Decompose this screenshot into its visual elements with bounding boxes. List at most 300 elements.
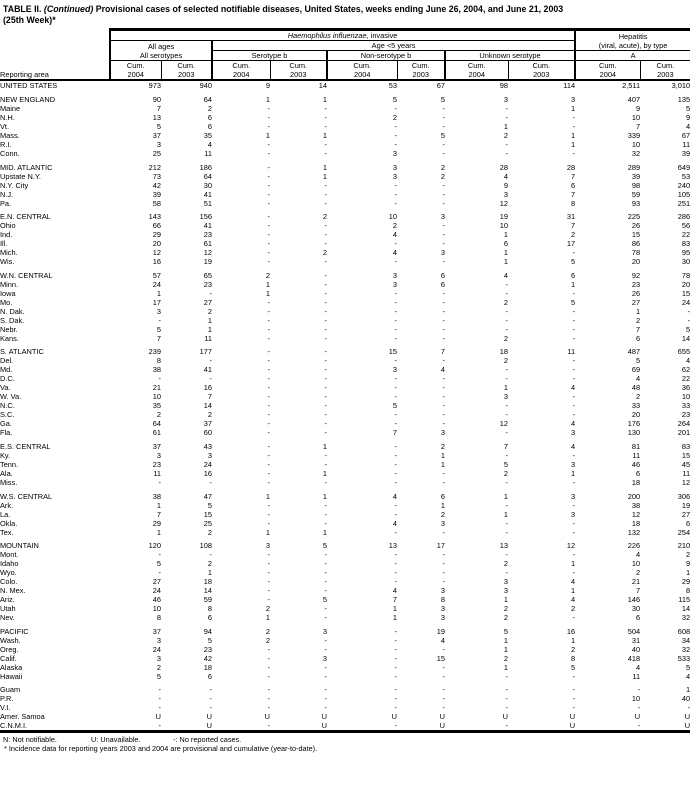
cum-label: Cum.: [177, 61, 196, 70]
value-cell: -: [158, 568, 161, 578]
value-cell: 5: [207, 500, 212, 510]
value-cell: 2: [570, 230, 576, 240]
year-label: 2003: [412, 70, 429, 80]
value-cell: -: [637, 703, 641, 713]
value-cell: -: [209, 374, 212, 384]
table-row: [0, 289, 690, 298]
col-header-cum-2004-8: [575, 61, 640, 81]
year-label: 2004: [354, 70, 371, 80]
value-cell: -: [687, 703, 690, 713]
value-cell: 30: [631, 604, 641, 614]
value-cell: 2: [207, 306, 212, 316]
value-cell: 3: [570, 459, 576, 469]
table-row: [0, 131, 690, 140]
value-cell: -: [267, 374, 270, 384]
area-cell: W.S. CENTRAL: [0, 491, 53, 501]
value-cell: -: [572, 333, 576, 343]
value-cell: -: [267, 468, 270, 478]
value-cell: 3: [570, 509, 576, 519]
table-row: [0, 410, 690, 419]
value-cell: -: [572, 703, 576, 713]
value-cell: 5: [503, 626, 508, 636]
value-cell: 10: [681, 392, 690, 402]
value-cell: -: [505, 401, 508, 411]
value-cell: -: [212, 721, 270, 732]
subgroup-serotype-b: Serotype b: [212, 51, 327, 61]
value-cell: -: [267, 550, 270, 560]
value-cell: 1: [265, 131, 270, 140]
value-cell: -: [110, 721, 161, 732]
value-cell: 5: [685, 324, 690, 334]
value-cell: 98: [631, 180, 641, 190]
value-cell: 1: [570, 586, 576, 596]
value-cell: -: [267, 450, 270, 460]
value-cell: 1: [685, 568, 690, 578]
value-cell: 3: [392, 162, 397, 172]
value-cell: 11: [632, 450, 641, 460]
all-serotypes-label: All serotypes: [139, 50, 183, 60]
area-cell: Wis.: [0, 257, 15, 267]
value-cell: 12: [499, 419, 508, 429]
value-cell: -: [442, 180, 445, 190]
value-cell: 17: [436, 541, 445, 551]
value-cell: -: [442, 230, 445, 240]
value-cell: 11: [682, 468, 690, 478]
value-cell: -: [442, 324, 445, 334]
value-cell: -: [572, 568, 576, 578]
value-cell: 3: [503, 586, 508, 596]
area-cell: Minn.: [0, 279, 19, 289]
value-cell: 64: [152, 419, 161, 429]
value-cell: 3: [440, 604, 445, 614]
value-cell: 3: [503, 392, 508, 402]
value-cell: 2: [503, 604, 508, 614]
value-cell: -: [394, 550, 397, 560]
value-cell: 41: [203, 365, 212, 375]
value-cell: 6: [685, 518, 690, 528]
value-cell: 306: [677, 491, 690, 501]
value-cell: 3: [570, 428, 576, 438]
cum-label: Cum.: [126, 61, 145, 70]
value-cell: 3: [156, 140, 161, 149]
area-cell: Upstate N.Y.: [0, 171, 41, 181]
value-cell: -: [442, 419, 445, 429]
value-cell: -: [442, 198, 445, 208]
value-cell: -: [324, 315, 327, 325]
value-cell: U: [634, 712, 641, 722]
value-cell: 2: [503, 468, 508, 478]
value-cell: -: [267, 383, 270, 393]
area-cell: S.C.: [0, 410, 15, 420]
value-cell: 23: [681, 410, 690, 420]
value-cell: -: [572, 500, 576, 510]
value-cell: -: [442, 468, 445, 478]
value-cell: 4: [440, 635, 445, 645]
year-label: 2004: [233, 70, 250, 80]
value-cell: 3: [440, 518, 445, 528]
col-header-cum-2003-5: [397, 61, 445, 81]
subgroup-type-a: A: [575, 51, 690, 61]
value-cell: 22: [681, 374, 690, 384]
value-cell: 504: [627, 626, 641, 636]
table-row: [0, 140, 690, 149]
value-cell: -: [324, 104, 327, 113]
value-cell: 407: [627, 95, 641, 104]
table-row: [0, 672, 690, 681]
value-cell: -: [445, 721, 508, 732]
value-cell: 1: [322, 527, 327, 537]
value-cell: -: [442, 140, 445, 149]
value-cell: -: [505, 279, 508, 289]
area-cell: Utah: [0, 604, 16, 614]
value-cell: 24: [152, 644, 161, 654]
value-cell: -: [442, 685, 445, 695]
table-row: [0, 519, 690, 528]
table-row: [0, 627, 690, 636]
value-cell: -: [324, 383, 327, 393]
value-cell: 1: [503, 509, 508, 519]
value-cell: -: [324, 288, 327, 298]
value-cell: 15: [631, 230, 641, 240]
value-cell: 67: [681, 131, 690, 140]
value-cell: 2: [207, 410, 212, 420]
value-cell: -: [267, 586, 270, 596]
value-cell: -: [394, 626, 397, 636]
value-cell: 177: [199, 347, 212, 357]
value-cell: 8: [156, 613, 161, 623]
value-cell: -: [267, 644, 270, 654]
value-cell: 95: [681, 248, 690, 258]
value-cell: 3: [392, 365, 397, 375]
area-cell: Mich.: [0, 248, 18, 258]
value-cell: 56: [681, 221, 690, 231]
table-row: [0, 636, 690, 645]
value-cell: 1: [207, 315, 212, 325]
table-row: [0, 298, 690, 307]
value-cell: 14: [681, 604, 690, 614]
value-cell: -: [324, 703, 327, 713]
value-cell: -: [324, 550, 327, 560]
value-cell: 4: [570, 383, 576, 393]
value-cell: -: [394, 198, 397, 208]
value-cell: -: [324, 122, 327, 131]
value-cell: 4: [392, 586, 397, 596]
value-cell: -: [394, 374, 397, 384]
value-cell: 226: [627, 541, 641, 551]
area-cell: Maine: [0, 104, 21, 113]
value-cell: 3: [156, 306, 161, 316]
value-cell: 1: [322, 95, 327, 104]
table-row: [0, 122, 690, 131]
value-cell: -: [267, 459, 270, 469]
value-cell: 14: [203, 586, 212, 596]
value-cell: 289: [627, 162, 641, 172]
footnote-legend: [3, 735, 690, 744]
year-label: 2003: [657, 70, 674, 80]
value-cell: -: [267, 149, 270, 158]
value-cell: 1: [265, 613, 270, 623]
value-cell: 51: [203, 198, 212, 208]
value-cell: 83: [681, 239, 690, 249]
value-cell: -: [327, 721, 397, 732]
col-header-cum-2003-1: [161, 61, 212, 81]
value-cell: 29: [152, 518, 161, 528]
value-cell: -: [442, 257, 445, 267]
value-cell: -: [442, 383, 445, 393]
value-cell: 8: [570, 653, 576, 663]
value-cell: -: [324, 180, 327, 190]
area-cell: Vt.: [0, 122, 10, 131]
value-cell: 4: [503, 270, 508, 280]
value-cell: 1: [322, 162, 327, 172]
value-cell: 5: [392, 401, 397, 411]
value-cell: -: [158, 374, 161, 384]
value-cell: -: [394, 568, 397, 578]
value-cell: 1: [440, 500, 445, 510]
value-cell: -: [394, 653, 397, 663]
value-cell: 19: [203, 257, 212, 267]
value-cell: -: [267, 671, 270, 681]
value-cell: -: [394, 419, 397, 429]
area-cell: Kans.: [0, 333, 19, 343]
value-cell: -: [505, 477, 508, 487]
area-cell: V.I.: [0, 703, 11, 713]
value-cell: -: [324, 356, 327, 366]
footnote-incidence: * Incidence data for reporting years 2003 and 2004 are provisional and cumulative (year-to-date).: [4, 744, 318, 754]
table-row: [0, 442, 690, 451]
area-cell: S. ATLANTIC: [0, 347, 44, 357]
value-cell: 40: [681, 694, 690, 704]
value-cell: 6: [635, 613, 641, 623]
value-cell: -: [324, 459, 327, 469]
value-cell: 3: [322, 653, 327, 663]
value-cell: 17: [152, 297, 161, 307]
value-cell: 23: [152, 459, 161, 469]
value-cell: 13: [388, 541, 397, 551]
value-cell: 251: [677, 198, 690, 208]
value-cell: 3: [392, 171, 397, 181]
value-cell: -: [324, 671, 327, 681]
value-cell: 2: [265, 270, 270, 280]
value-cell: 61: [203, 239, 212, 249]
value-cell: U: [161, 721, 212, 732]
value-cell: -: [572, 518, 576, 528]
group-header-hepatitis: [575, 30, 690, 51]
value-cell: 3: [570, 491, 576, 501]
value-cell: 7: [635, 586, 641, 596]
area-cell: D.C.: [0, 374, 15, 384]
value-cell: 47: [203, 491, 212, 501]
value-cell: U: [270, 721, 327, 732]
title-prefix: TABLE II.: [3, 4, 42, 14]
table-row: [0, 104, 690, 113]
value-cell: 10: [499, 221, 508, 231]
value-cell: 34: [681, 635, 690, 645]
value-cell: -: [572, 613, 576, 623]
value-cell: 1: [392, 613, 397, 623]
value-cell: -: [267, 140, 270, 149]
table-row: [0, 577, 690, 586]
table-row: [0, 721, 690, 732]
value-cell: 2: [322, 212, 327, 222]
value-cell: 1: [322, 441, 327, 451]
value-cell: -: [442, 577, 445, 587]
area-cell: Mass.: [0, 131, 20, 140]
value-cell: -: [572, 374, 576, 384]
value-cell: 11: [632, 671, 641, 681]
value-cell: -: [394, 122, 397, 131]
value-cell: 19: [499, 212, 508, 222]
value-cell: -: [324, 401, 327, 411]
value-cell: -: [442, 644, 445, 654]
value-cell: -: [394, 477, 397, 487]
value-cell: -: [324, 586, 327, 596]
value-cell: -: [394, 410, 397, 420]
value-cell: 1: [503, 383, 508, 393]
table-row: [0, 528, 690, 537]
value-cell: 135: [677, 95, 690, 104]
area-cell: N.C.: [0, 401, 15, 411]
year-label: 2003: [178, 70, 195, 80]
footnote-unavailable: U: Unavailable.: [91, 735, 141, 745]
value-cell: 655: [677, 347, 690, 357]
value-cell: 24: [152, 279, 161, 289]
value-cell: 26: [631, 288, 641, 298]
value-cell: 3: [265, 541, 270, 551]
value-cell: 6: [207, 122, 212, 131]
value-cell: -: [267, 410, 270, 420]
value-cell: -: [267, 315, 270, 325]
value-cell: -: [505, 550, 508, 560]
area-cell: W.N. CENTRAL: [0, 270, 53, 280]
value-cell: -: [267, 306, 270, 316]
value-cell: 48: [631, 383, 641, 393]
value-cell: 2,511: [622, 81, 641, 91]
value-cell: -: [267, 248, 270, 258]
value-cell: 2: [503, 131, 508, 140]
table-row: [0, 365, 690, 374]
value-cell: -: [442, 149, 445, 158]
value-cell: 1: [503, 491, 508, 501]
reporting-area-header: Reporting area: [0, 30, 110, 81]
value-cell: 18: [203, 577, 212, 587]
value-cell: -: [267, 239, 270, 249]
value-cell: 8: [156, 356, 161, 366]
value-cell: -: [442, 374, 445, 384]
cum-label: Cum.: [289, 61, 308, 70]
value-cell: 27: [203, 297, 212, 307]
area-cell: W. Va.: [0, 392, 22, 402]
value-cell: -: [505, 685, 508, 695]
haemophilus-italic: Haemophilus influenzae: [287, 31, 367, 40]
value-cell: 649: [677, 162, 690, 172]
value-cell: 15: [203, 509, 212, 519]
value-cell: 6: [570, 180, 576, 190]
value-cell: -: [324, 306, 327, 316]
value-cell: -: [267, 365, 270, 375]
value-cell: 2: [207, 527, 212, 537]
table-row: [0, 595, 690, 604]
value-cell: 2: [503, 297, 508, 307]
value-cell: -: [267, 428, 270, 438]
value-cell: 90: [152, 95, 161, 104]
area-cell: Miss.: [0, 477, 18, 487]
table-row: [0, 383, 690, 392]
value-cell: -: [442, 559, 445, 569]
value-cell: -: [394, 527, 397, 537]
value-cell: 6: [635, 333, 641, 343]
value-cell: -: [572, 306, 576, 316]
value-cell: -: [394, 104, 397, 113]
value-cell: 20: [631, 257, 641, 267]
value-cell: -: [394, 703, 397, 713]
value-cell: 3: [440, 248, 445, 258]
value-cell: 94: [203, 626, 212, 636]
value-cell: 1: [156, 527, 161, 537]
table-row: [0, 613, 690, 622]
value-cell: U: [397, 721, 445, 732]
table-row: [0, 257, 690, 266]
value-cell: -: [267, 401, 270, 411]
value-cell: 39: [681, 149, 690, 158]
value-cell: 12: [681, 477, 690, 487]
value-cell: 1: [207, 324, 212, 334]
value-cell: 83: [681, 441, 690, 451]
value-cell: -: [394, 441, 397, 451]
value-cell: 1: [392, 604, 397, 614]
area-cell: Ark.: [0, 500, 14, 510]
value-cell: -: [267, 230, 270, 240]
value-cell: -: [394, 189, 397, 199]
value-cell: 5: [635, 356, 641, 366]
value-cell: -: [572, 392, 576, 402]
value-cell: U: [569, 712, 576, 722]
value-cell: -: [324, 500, 327, 510]
value-cell: 53: [681, 171, 690, 181]
value-cell: 5: [207, 635, 212, 645]
value-cell: 4: [392, 491, 397, 501]
value-cell: -: [394, 509, 397, 519]
value-cell: 4: [392, 248, 397, 258]
table-row: [0, 248, 690, 257]
table-row: [0, 190, 690, 199]
value-cell: -: [572, 550, 576, 560]
value-cell: 39: [631, 171, 641, 181]
value-cell: -: [505, 324, 508, 334]
value-cell: -: [505, 104, 508, 113]
value-cell: -: [267, 662, 270, 672]
cum-label: Cum.: [656, 61, 675, 70]
value-cell: U: [508, 721, 575, 732]
subgroup-unknown-serotype: Unknown serotype: [445, 51, 575, 61]
value-cell: 27: [631, 297, 641, 307]
value-cell: -: [394, 383, 397, 393]
value-cell: 3: [392, 270, 397, 280]
value-cell: 5: [156, 671, 161, 681]
value-cell: 27: [681, 509, 690, 519]
value-cell: -: [324, 509, 327, 519]
value-cell: -: [442, 306, 445, 316]
value-cell: -: [267, 104, 270, 113]
value-cell: 1: [503, 257, 508, 267]
footnotes: [0, 733, 690, 753]
value-cell: -: [324, 149, 327, 158]
value-cell: -: [209, 703, 212, 713]
value-cell: -: [442, 410, 445, 420]
value-cell: -: [394, 324, 397, 334]
value-cell: -: [505, 306, 508, 316]
value-cell: U: [264, 712, 270, 722]
